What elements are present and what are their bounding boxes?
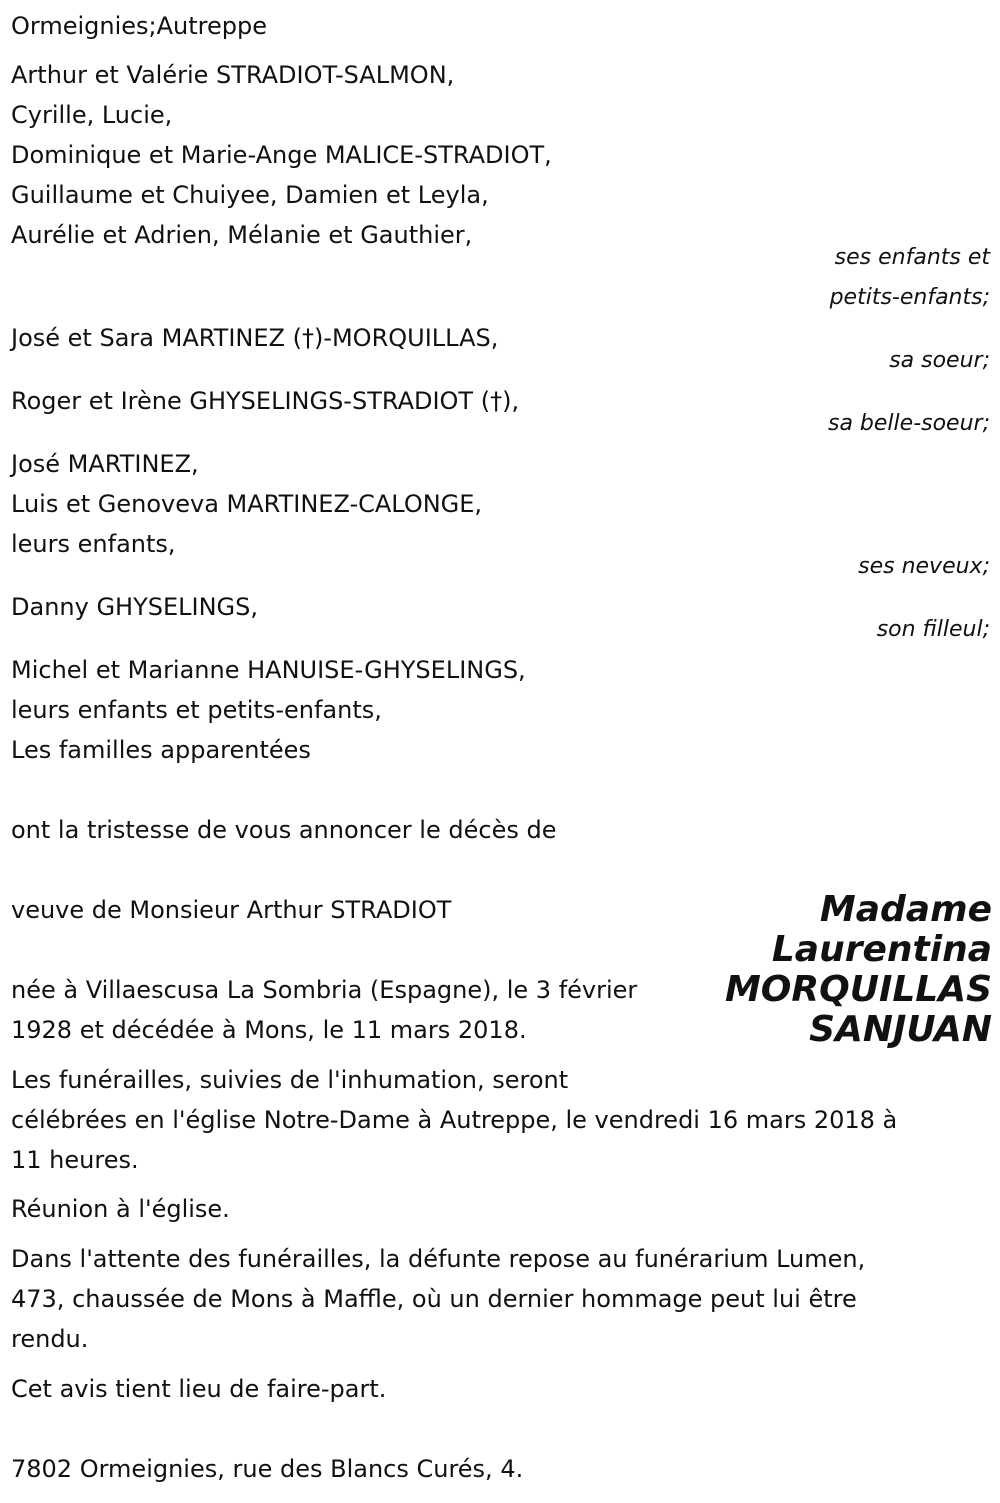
family-line: Roger et Irène GHYSELINGS-STRADIOT (†),	[11, 387, 520, 415]
relation-label: petits-enfants;	[829, 285, 990, 310]
birth-death-line: née à Villaescusa La Sombria (Espagne), le 3 février	[11, 976, 638, 1004]
family-line: Les familles apparentées	[11, 736, 311, 764]
family-line: Danny GHYSELINGS,	[11, 593, 259, 621]
funeral-line: Les funérailles, suivies de l'inhumation, seront	[11, 1066, 569, 1094]
family-line: Guillaume et Chuiyee, Damien et Leyla,	[11, 181, 489, 209]
relation-label: sa belle-soeur;	[828, 411, 990, 436]
funerarium-line: 473, chaussée de Mons à Maffle, où un dernier hommage peut lui être	[11, 1285, 857, 1313]
family-line: Dominique et Marie-Ange MALICE-STRADIOT,	[11, 141, 552, 169]
deceased-name-line: SANJUAN	[809, 1009, 992, 1050]
notice-text: Cet avis tient lieu de faire-part.	[11, 1375, 387, 1403]
family-line: leurs enfants et petits-enfants,	[11, 696, 382, 724]
relation-label: son filleul;	[876, 617, 990, 642]
family-line: Cyrille, Lucie,	[11, 101, 173, 129]
family-line: Aurélie et Adrien, Mélanie et Gauthier,	[11, 221, 473, 249]
family-line: José MARTINEZ,	[11, 450, 199, 478]
address-text: 7802 Ormeignies, rue des Blancs Curés, 4.	[11, 1455, 524, 1483]
deceased-name-line: Madame	[819, 889, 992, 930]
family-line: José et Sara MARTINEZ (†)-MORQUILLAS,	[11, 324, 499, 352]
deceased-name	[692, 890, 992, 1050]
relation-label: ses neveux;	[858, 554, 990, 579]
family-line: Arthur et Valérie STRADIOT-SALMON,	[11, 61, 455, 89]
places-header: Ormeignies;Autreppe	[11, 12, 267, 40]
funerarium-line: rendu.	[11, 1325, 89, 1353]
funerarium-line: Dans l'attente des funérailles, la défunte repose au funérarium Lumen,	[11, 1245, 866, 1273]
birth-death-line: 1928 et décédée à Mons, le 11 mars 2018.	[11, 1016, 527, 1044]
funeral-line: 11 heures.	[11, 1146, 139, 1174]
meeting-info: Réunion à l'église.	[11, 1195, 230, 1223]
widow-of: veuve de Monsieur Arthur STRADIOT	[11, 896, 452, 924]
announcement-intro: ont la tristesse de vous annoncer le décès de	[11, 816, 557, 844]
relation-label: ses enfants et	[834, 245, 990, 270]
funeral-line: célébrées en l'église Notre-Dame à Autreppe, le vendredi 16 mars 2018 à	[11, 1106, 898, 1134]
family-line: Michel et Marianne HANUISE-GHYSELINGS,	[11, 656, 526, 684]
deceased-name-line: Laurentina	[771, 929, 992, 970]
deceased-name-line: MORQUILLAS	[724, 969, 992, 1010]
relation-label: sa soeur;	[889, 348, 990, 373]
family-line: leurs enfants,	[11, 530, 176, 558]
family-line: Luis et Genoveva MARTINEZ-CALONGE,	[11, 490, 483, 518]
